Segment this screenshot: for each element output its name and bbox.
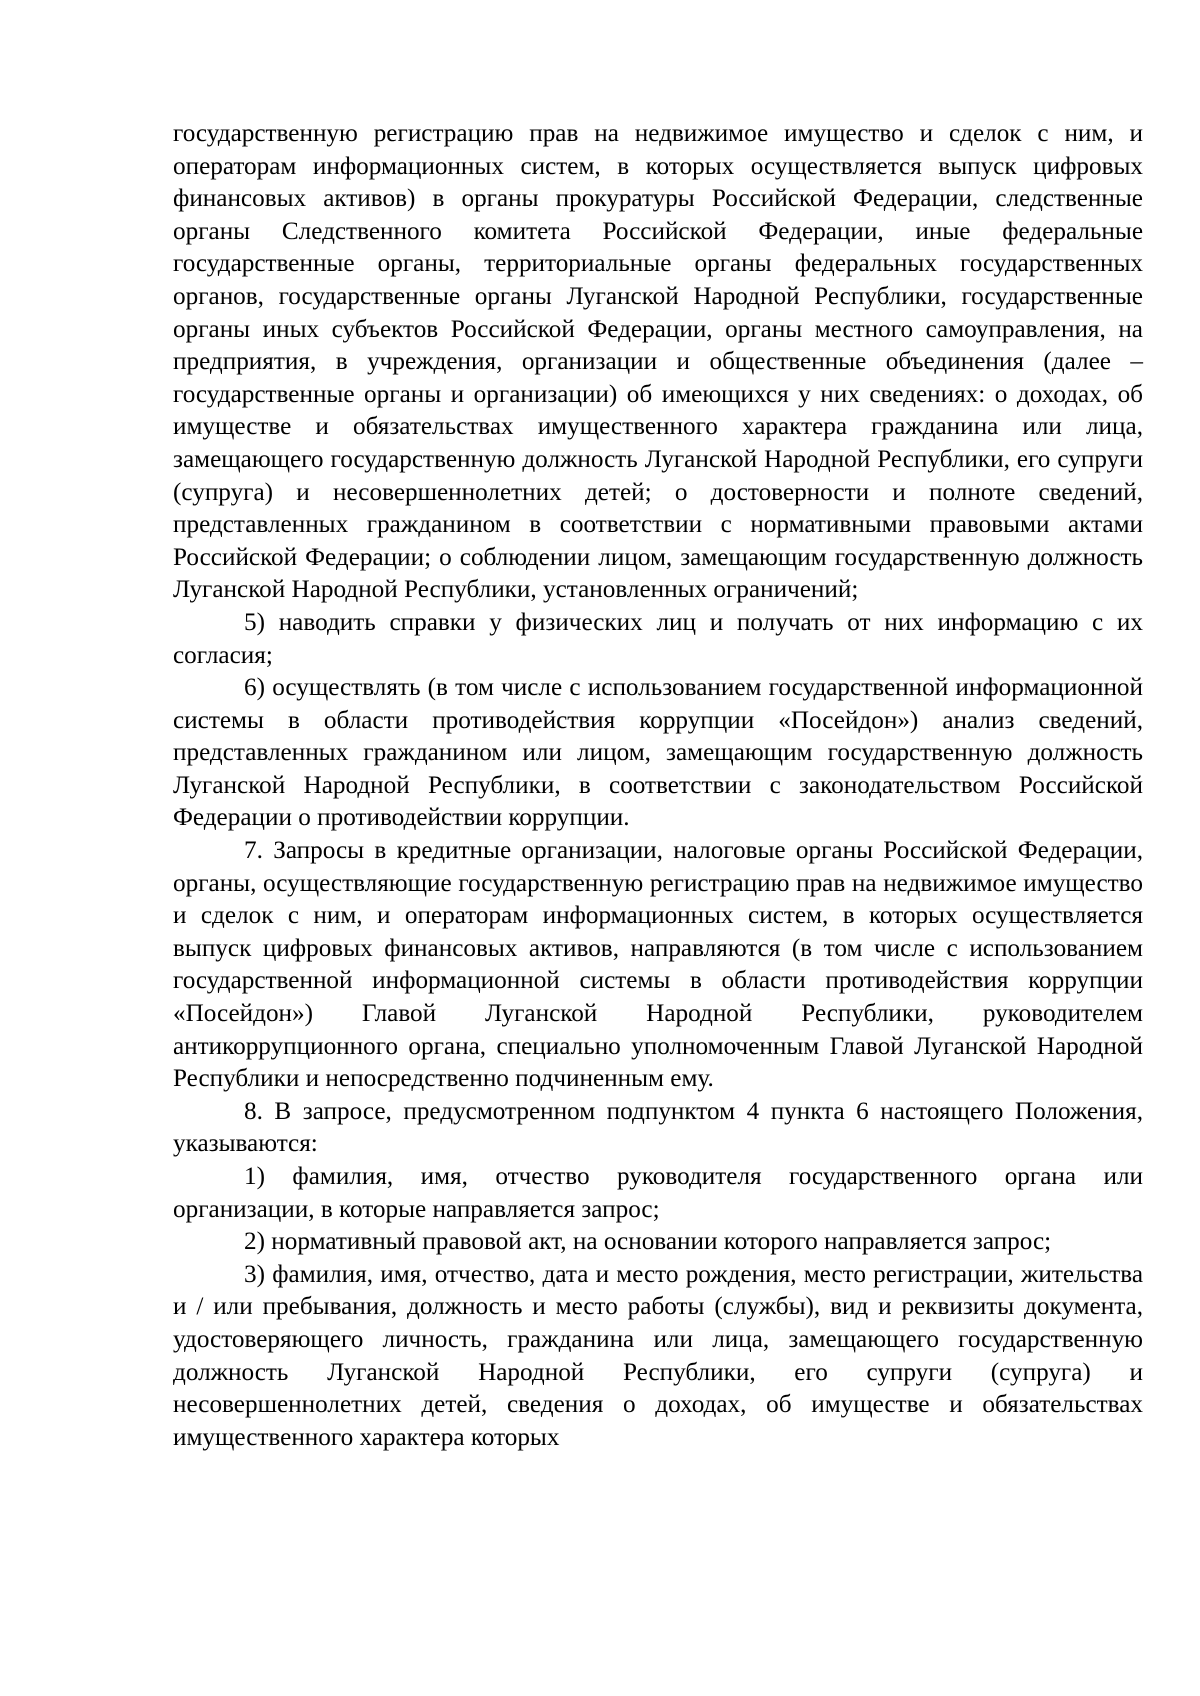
paragraph-item-6: 6) осуществлять (в том числе с использованием государственной информационной системы в области противодействия коррупции «Посейдон») анализ сведений, представленных гражданином или лицом, замещающим государственную должность Луганской Народной Республики, в соответствии с законодательством Российской Федерации о противодействии коррупции. bbox=[173, 674, 1143, 832]
paragraph-continuation-item-4: государственную регистрацию прав на недвижимое имущество и сделок с ним, и операторам информационных систем, в которых осуществляется выпуск цифровых финансовых активов) в органы прокуратуры Российской Федерации, следственные органы Следственного комитета Российской Федерации, иные федеральные государственные органы, территориальные органы федеральных государственных органов, государственные органы Луганской Народной Республики, государственные органы иных субъектов Российской Федерации, органы местного самоуправления, на предприятия, в учреждения, организации и общественные объединения (далее – государственные органы и организации) об имеющихся у них сведениях: о доходах, об имуществе и обязательствах имущественного характера гражданина или лица, замещающего государственную должность Луганской Народной Республики, его супруги (супруга) и несовершеннолетних детей; о достоверности и полноте сведений, представленных гражданином в соответствии с нормативными правовыми актами Российской Федерации; о соблюдении лицом, замещающим государственную должность Луганской Народной Республики, установленных ограничений; bbox=[173, 120, 1143, 604]
paragraph-clause-8-item-1: 1) фамилия, имя, отчество руководителя государственного органа или организации, в которые направляется запрос; bbox=[173, 1163, 1143, 1223]
document-page bbox=[173, 118, 1143, 1454]
paragraph-clause-8: 8. В запросе, предусмотренном подпунктом 4 пункта 6 настоящего Положения, указываются: bbox=[173, 1097, 1143, 1158]
paragraph-clause-7: 7. Запросы в кредитные организации, налоговые органы Российской Федерации, органы, осуществляющие государственную регистрацию прав на недвижимое имущество и сделок с ним, и операторам информационных систем, в которых осуществляется выпуск цифровых финансовых активов, направляются (в том числе с использованием государственной информационной системы в области противодействия коррупции «Посейдон») Главой Луганской Народной Республики, руководителем антикоррупционного органа, специально уполномоченным Главой Луганской Народной Республики и непосредственно подчиненным ему. bbox=[173, 837, 1143, 1093]
paragraph-clause-8-item-3: 3) фамилия, имя, отчество, дата и место рождения, место регистрации, жительства и / или пребывания, должность и место работы (службы), вид и реквизиты документа, удостоверяющего личность, гражданина или лица, замещающего государственную должность Луганской Народной Республики, его супруги (супруга) и несовершеннолетних детей, сведения о доходах, об имуществе и обязательствах имущественного характера которых bbox=[173, 1260, 1143, 1451]
paragraph-clause-8-item-2: 2) нормативный правовой акт, на основании которого направляется запрос; bbox=[244, 1228, 1052, 1256]
paragraph-item-5: 5) наводить справки у физических лиц и получать от них информацию с их согласия; bbox=[173, 608, 1143, 669]
